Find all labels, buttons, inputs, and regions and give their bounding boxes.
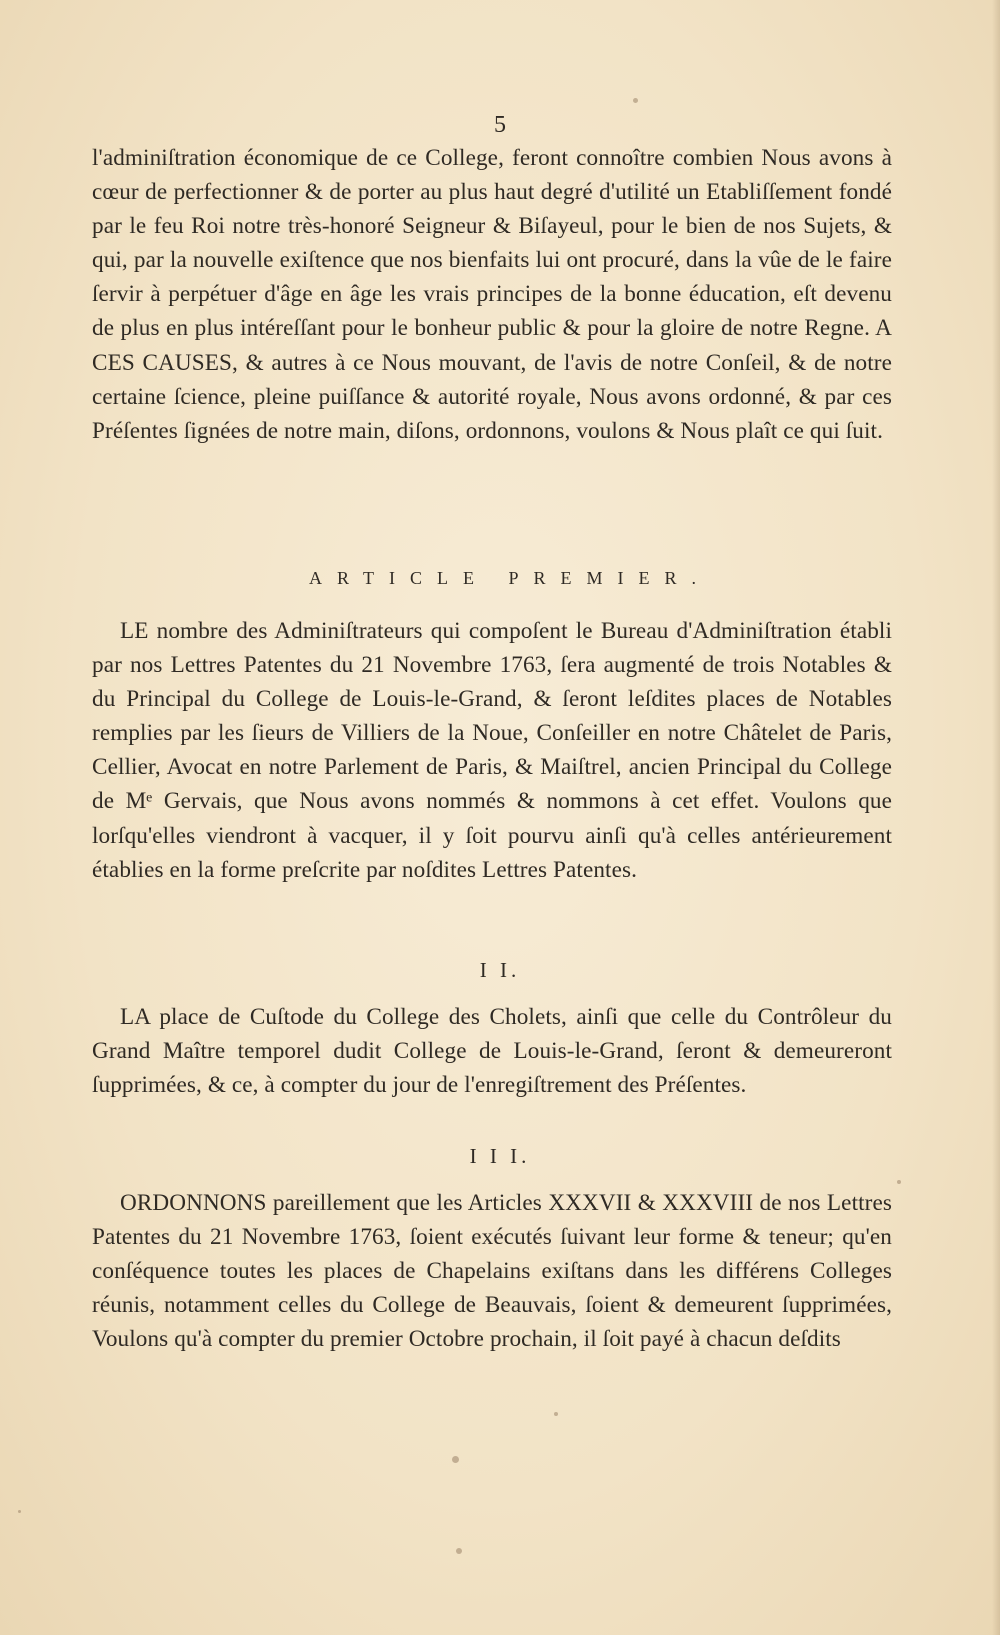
article-2-heading: I I. — [479, 958, 521, 982]
paper-speck — [633, 98, 638, 103]
paper-speck — [452, 1456, 459, 1463]
article-1-text: LE nombre des Adminiſtrateurs qui compoſent le Bureau d'Adminiſtration établi par nos Lettres Patentes du 21 Novembre 1763, ſera augmenté de trois Notables & du Principal du College de Louis-le-Grand, & ſeront leſdites places de Notables remplies par les ſieurs de Villiers de la Noue, Conſeiller en notre Châtelet de Paris, Cellier, Avocat en notre Parlement de Paris, & Maiſtrel, ancien Principal du College de Mᵉ Gervais, que Nous avons nommés & nommons à cet effet. Voulons que lorſqu'elles viendront à vacquer, il y ſoit pourvu ainſi qu'à celles antérieurement établies en la forme preſcrite par noſdites Lettres Patentes. — [92, 618, 892, 883]
article-1-heading: ARTICLE PREMIER. — [309, 568, 711, 588]
intro-paragraph: l'adminiſtration économique de ce College, feront connoître combien Nous avons à cœur de perfectionner & de porter au plus haut degré d'utilité un Etabliſſement fondé par le feu Roi notre très-honoré Seigneur & Biſayeul, pour le bien de nos Sujets, & qui, par la nouvelle exiſtence que nos bienfaits lui ont procuré, dans la vûe de le faire ſervir à perpétuer d'âge en âge les vrais principes de la bonne éducation, eſt devenu de plus en plus intéreſſant pour le bonheur public & pour la gloire de notre Regne. A CES CAUSES, & autres à ce Nous mouvant, de l'avis de notre Conſeil, & de notre certaine ſcience, pleine puiſſance & autorité royale, Nous avons ordonné, & par ces Préſentes ſignées de notre main, diſons, ordonnons, voulons & Nous plaît ce qui ſuit. — [92, 145, 892, 444]
article-3-text: ORDONNONS pareillement que les Articles XXXVII & XXXVIII de nos Lettres Patentes du 21 Novembre 1763, ſoient exécutés ſuivant leur forme & teneur; qu'en conſéquence toutes les places de Chapelains exiſtans dans les différens Colleges réunis, notamment celles du College de Beauvais, ſoient & demeurent ſupprimées, Voulons qu'à compter du premier Octobre prochain, il ſoit payé à chacun deſdits — [92, 1190, 892, 1353]
article-2-block — [92, 1000, 892, 1102]
intro-paragraph-block — [92, 141, 892, 448]
page-number: 5 — [494, 112, 506, 138]
paper-speck — [554, 1412, 558, 1416]
article-1-block — [92, 614, 892, 887]
article-2-text: LA place de Cuſtode du College des Cholets, ainſi que celle du Contrôleur du Grand Maître temporel dudit College de Louis-le-Grand, ſeront & demeureront ſupprimées, & ce, à compter du jour de l'enregiſtrement des Préſentes. — [92, 1004, 892, 1099]
article-3-heading: I I I. — [469, 1144, 531, 1168]
page-fold-shadow — [992, 0, 1000, 1635]
paper-speck — [18, 1510, 21, 1513]
paper-speck — [897, 1180, 901, 1184]
paper-speck — [456, 1548, 462, 1554]
article-3-block — [92, 1186, 892, 1356]
